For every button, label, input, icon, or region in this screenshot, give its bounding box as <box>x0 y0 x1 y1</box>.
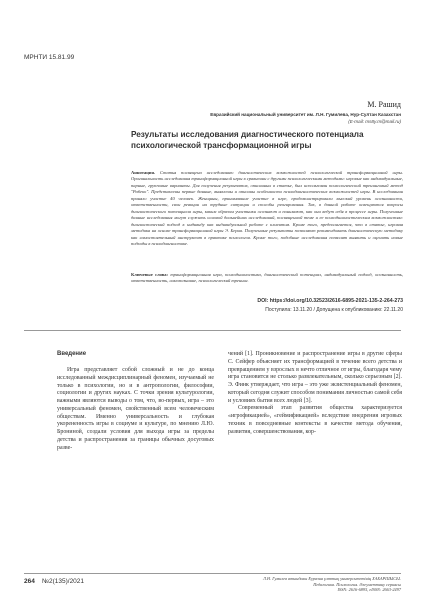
right-paragraph-1: чений [1]. Проникновение и распространение игры в другие сферы С. Сейфер объясняет их трансформацией в течение всего детства и превращением у взрослых в нечто отличное от игры, благодаря чему игра становится не столько развлекательным, сколько серьезным [2]. Э. Финк утверждает, что игра – это уже экзистенциальный феномен, который сегодня служит способом понимания личностью самой себя и условиях бытия всех людей [3]. <box>228 351 402 404</box>
section-divider <box>24 330 401 331</box>
abstract-text: Статья посвящена исследованию диагностических возможностей психологической трансформационной игры. Оригинальность исследования трансформационной игры в сравнении с другими психологическими методами: игровые как индивидуальные, парные, групповые варианты. Для получения результатов, описанных в статье, был использован психологический тренинговый метод "Рабеко". Представлены первые данные, выявлены и описаны особенности психодиагностических возможностей игры. В исследовании приняло участие 40 человек. Женщины, принимавшие участие в игре, продемонстрировали высокий уровень осознанности, ответственности, свои реакции на трудные ситуации и способы реагирования. Так, в данной работе освещаются вопросы диагностического потенциала игры, каким образом участники осознают и понимают, как они ведут себя в процессе игры. Полученные данные исследования могут служить основой дальнейших исследований, посвященной теме и ее психодиагностическим возможностям: диагностический подход к индивиду как индивидуальной работе с клиентом. Кроме того, предполагается, что в статье, игровая методика на основе трансформационной игры Э. Берна. Полученные результаты позволяют рекомендовать диагностическую методику как самостоятельный инструмент в практике психологов. Кроме того, подобные исследования позволят выявить и оценить новые подходы в психодиагностике. <box>131 170 403 246</box>
footer-divider <box>24 573 401 574</box>
page-number: 264 <box>24 578 35 585</box>
article-title: Результаты исследования диагностического потенциала психологической трансформационной игры <box>131 130 364 150</box>
doi-link[interactable]: DOI: https://doi.org/10.32523/2616-6895-2021-135-2-264-273 <box>257 298 403 304</box>
author-affiliation: Евразийский национальный университет им. Л.Н. Гумилева, Нур-Султан Казахстан <box>210 112 401 117</box>
issue-number: №2(135)/2021 <box>42 578 85 585</box>
keywords <box>131 272 403 285</box>
abstract-lead: Аннотация. <box>131 170 156 175</box>
journal-name: Л.Н. Гумилев атындағы Еуразия ұлттық университетінің ХАБАРШЫСЫ. <box>263 576 401 581</box>
abstract <box>131 170 403 247</box>
right-paragraph-2: Современный этап развития общества характеризуется «игрофикацией», «геймификацией» вследствие внедрения игровых техник в повседневные контексты в качестве метода обучения, развития, совершенствования, кор- <box>228 405 402 435</box>
author-email: (E-mail: ms8y.m@mail.ru) <box>348 119 401 124</box>
journal-series: Педагогика. Психология. Әлеуметтану сериясы <box>313 581 401 587</box>
body-right-column <box>228 351 402 436</box>
keywords-text: трансформационная игра, психодиагностика, диагностический потенциал, индивидуальный подход, осознанность, ответственность, самопознание, психологический тренинг. <box>131 272 403 284</box>
intro-heading: Введение <box>57 351 87 357</box>
journal-info <box>201 576 401 593</box>
journal-issn: ISSN: 2616-6895, eISSN: 2663-2497 <box>337 587 401 593</box>
author-name: М. Рашид <box>367 100 401 109</box>
keywords-lead: Ключевые слова: <box>131 272 169 277</box>
body-left-column: Игра представляет собой сложный и не до конца исследованный междисциплинарный феномен, изучаемый не только в психологии, но и в антропологии, философии, социологии и других науках. С точки зрения культурологии, важными являются выводы о том, что, во-первых, игра – это универсальный феномен, свойственный всем человеческим обществам. Именно универсальность и глубокая укорененность игры в социуме и культуре, по мнению Л.Ю. Брониной, создали условия для выхода игры за пределы детства и распространения за границы обычных досуговых разве- <box>57 367 214 451</box>
received-dates: Поступила: 13.11.20 / Допущена к опубликованию: 22.11.20 <box>265 307 403 313</box>
irnti-code: МРНТИ 15.81.99 <box>24 54 75 61</box>
